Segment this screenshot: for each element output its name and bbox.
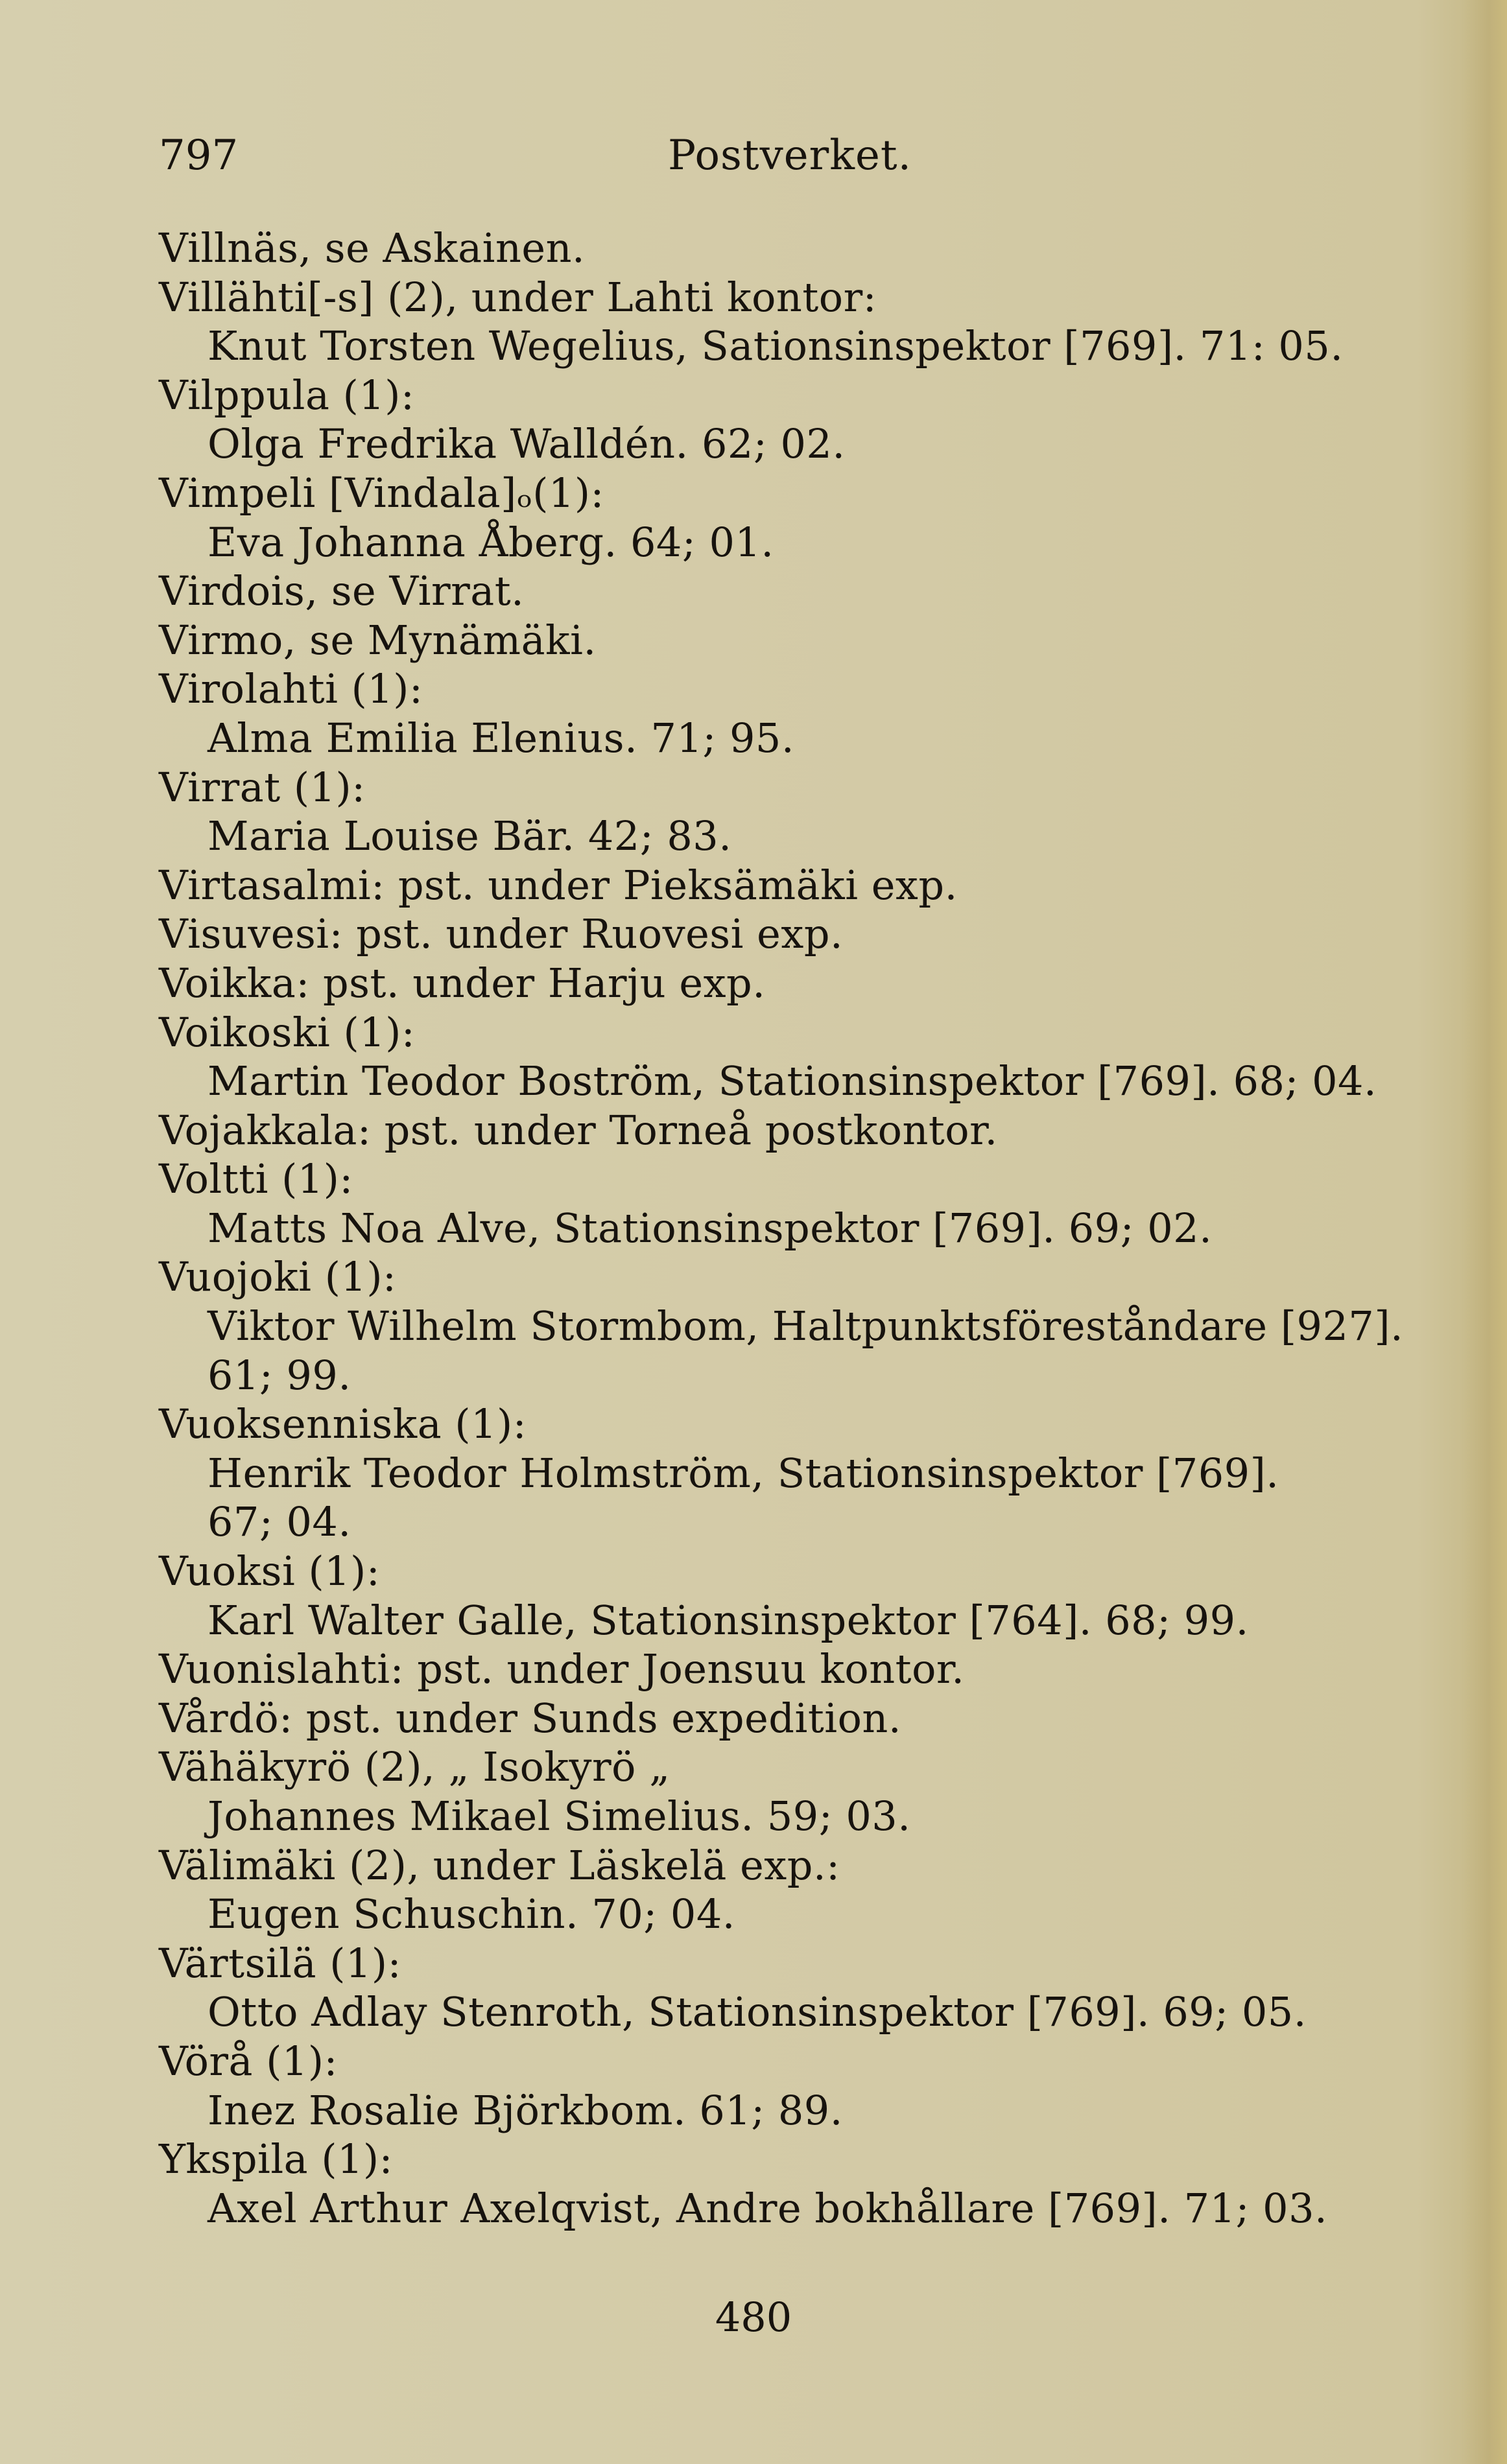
place-entry: Vuonislahti: pst. under Joensuu kontor. <box>159 1645 965 1693</box>
person-entry: Maria Louise Bär. 42; 83. <box>208 812 732 860</box>
place-entry: Värtsilä (1): <box>159 1939 401 1987</box>
place-entry: Vuoksenniska (1): <box>159 1400 527 1448</box>
place-entry: Virolahti (1): <box>159 665 423 713</box>
place-entry: Vähäkyrö (2), „ Isokyrö „ <box>159 1743 670 1791</box>
place-entry: Voltti (1): <box>159 1155 353 1203</box>
place-entry: Vuoksi (1): <box>159 1547 381 1595</box>
place-entry: Vojakkala: pst. under Torneå postkontor. <box>159 1106 998 1154</box>
person-entry: Karl Walter Galle, Stationsinspektor [764]. 68; 99. <box>208 1596 1249 1644</box>
place-entry: Villnäs, se Askainen. <box>159 224 586 272</box>
place-entry: Vuojoki (1): <box>159 1253 397 1301</box>
person-entry: Henrik Teodor Holmström, Stationsinspektor [769]. <box>208 1449 1279 1497</box>
place-entry: Välimäki (2), under Läskelä exp.: <box>159 1841 840 1889</box>
place-entry: Ykspila (1): <box>159 2135 394 2183</box>
place-entry: Vörå (1): <box>159 2037 338 2085</box>
place-entry: Virrat (1): <box>159 763 366 811</box>
place-entry: Visuvesi: pst. under Ruovesi exp. <box>159 910 844 958</box>
person-entry: Knut Torsten Wegelius, Sationsinspektor [769]. 71: 05. <box>208 322 1344 370</box>
person-entry: Viktor Wilhelm Stormbom, Haltpunktsföreståndare [927]. <box>208 1302 1404 1350</box>
place-entry: Vilppula (1): <box>159 371 415 419</box>
person-entry: Inez Rosalie Björkbom. 61; 89. <box>208 2086 843 2134</box>
place-entry: Virtasalmi: pst. under Pieksämäki exp. <box>159 861 958 909</box>
page-header <box>159 123 1414 188</box>
person-entry: Martin Teodor Boström, Stationsinspektor [769]. 68; 04. <box>208 1057 1377 1105</box>
place-entry: Virmo, se Mynämäki. <box>159 616 597 664</box>
place-entry: Voikka: pst. under Harju exp. <box>159 959 766 1007</box>
person-entry: Alma Emilia Elenius. 71; 95. <box>208 714 795 762</box>
person-entry: Matts Noa Alve, Stationsinspektor [769]. 69; 02. <box>208 1204 1213 1252</box>
page-edge-shadow <box>1462 0 1507 2464</box>
person-entry: Axel Arthur Axelqvist, Andre bokhållare [769]. 71; 03. <box>208 2184 1328 2232</box>
running-title: Postverket. <box>668 132 912 180</box>
person-entry: 61; 99. <box>208 1351 351 1399</box>
person-entry: 67; 04. <box>208 1498 351 1546</box>
person-entry: Johannes Mikael Simelius. 59; 03. <box>208 1792 911 1840</box>
person-entry: Otto Adlay Stenroth, Stationsinspektor [769]. 69; 05. <box>208 1988 1307 2036</box>
person-entry: Eugen Schuschin. 70; 04. <box>208 1890 736 1938</box>
place-entry: Vårdö: pst. under Sunds expedition. <box>159 1694 902 1742</box>
footer-folio: 480 <box>715 2294 792 2341</box>
place-entry: Virdois, se Virrat. <box>159 567 525 615</box>
directory-entries <box>159 224 1430 2233</box>
place-entry: Vimpeli [Vindala]ₒ(1): <box>159 469 604 517</box>
person-entry: Eva Johanna Åberg. 64; 01. <box>208 518 774 566</box>
page-number: 797 <box>159 132 239 180</box>
place-entry: Voikoski (1): <box>159 1008 416 1056</box>
person-entry: Olga Fredrika Walldén. 62; 02. <box>208 420 846 468</box>
place-entry: Villähti[-s] (2), under Lahti kontor: <box>159 273 877 321</box>
